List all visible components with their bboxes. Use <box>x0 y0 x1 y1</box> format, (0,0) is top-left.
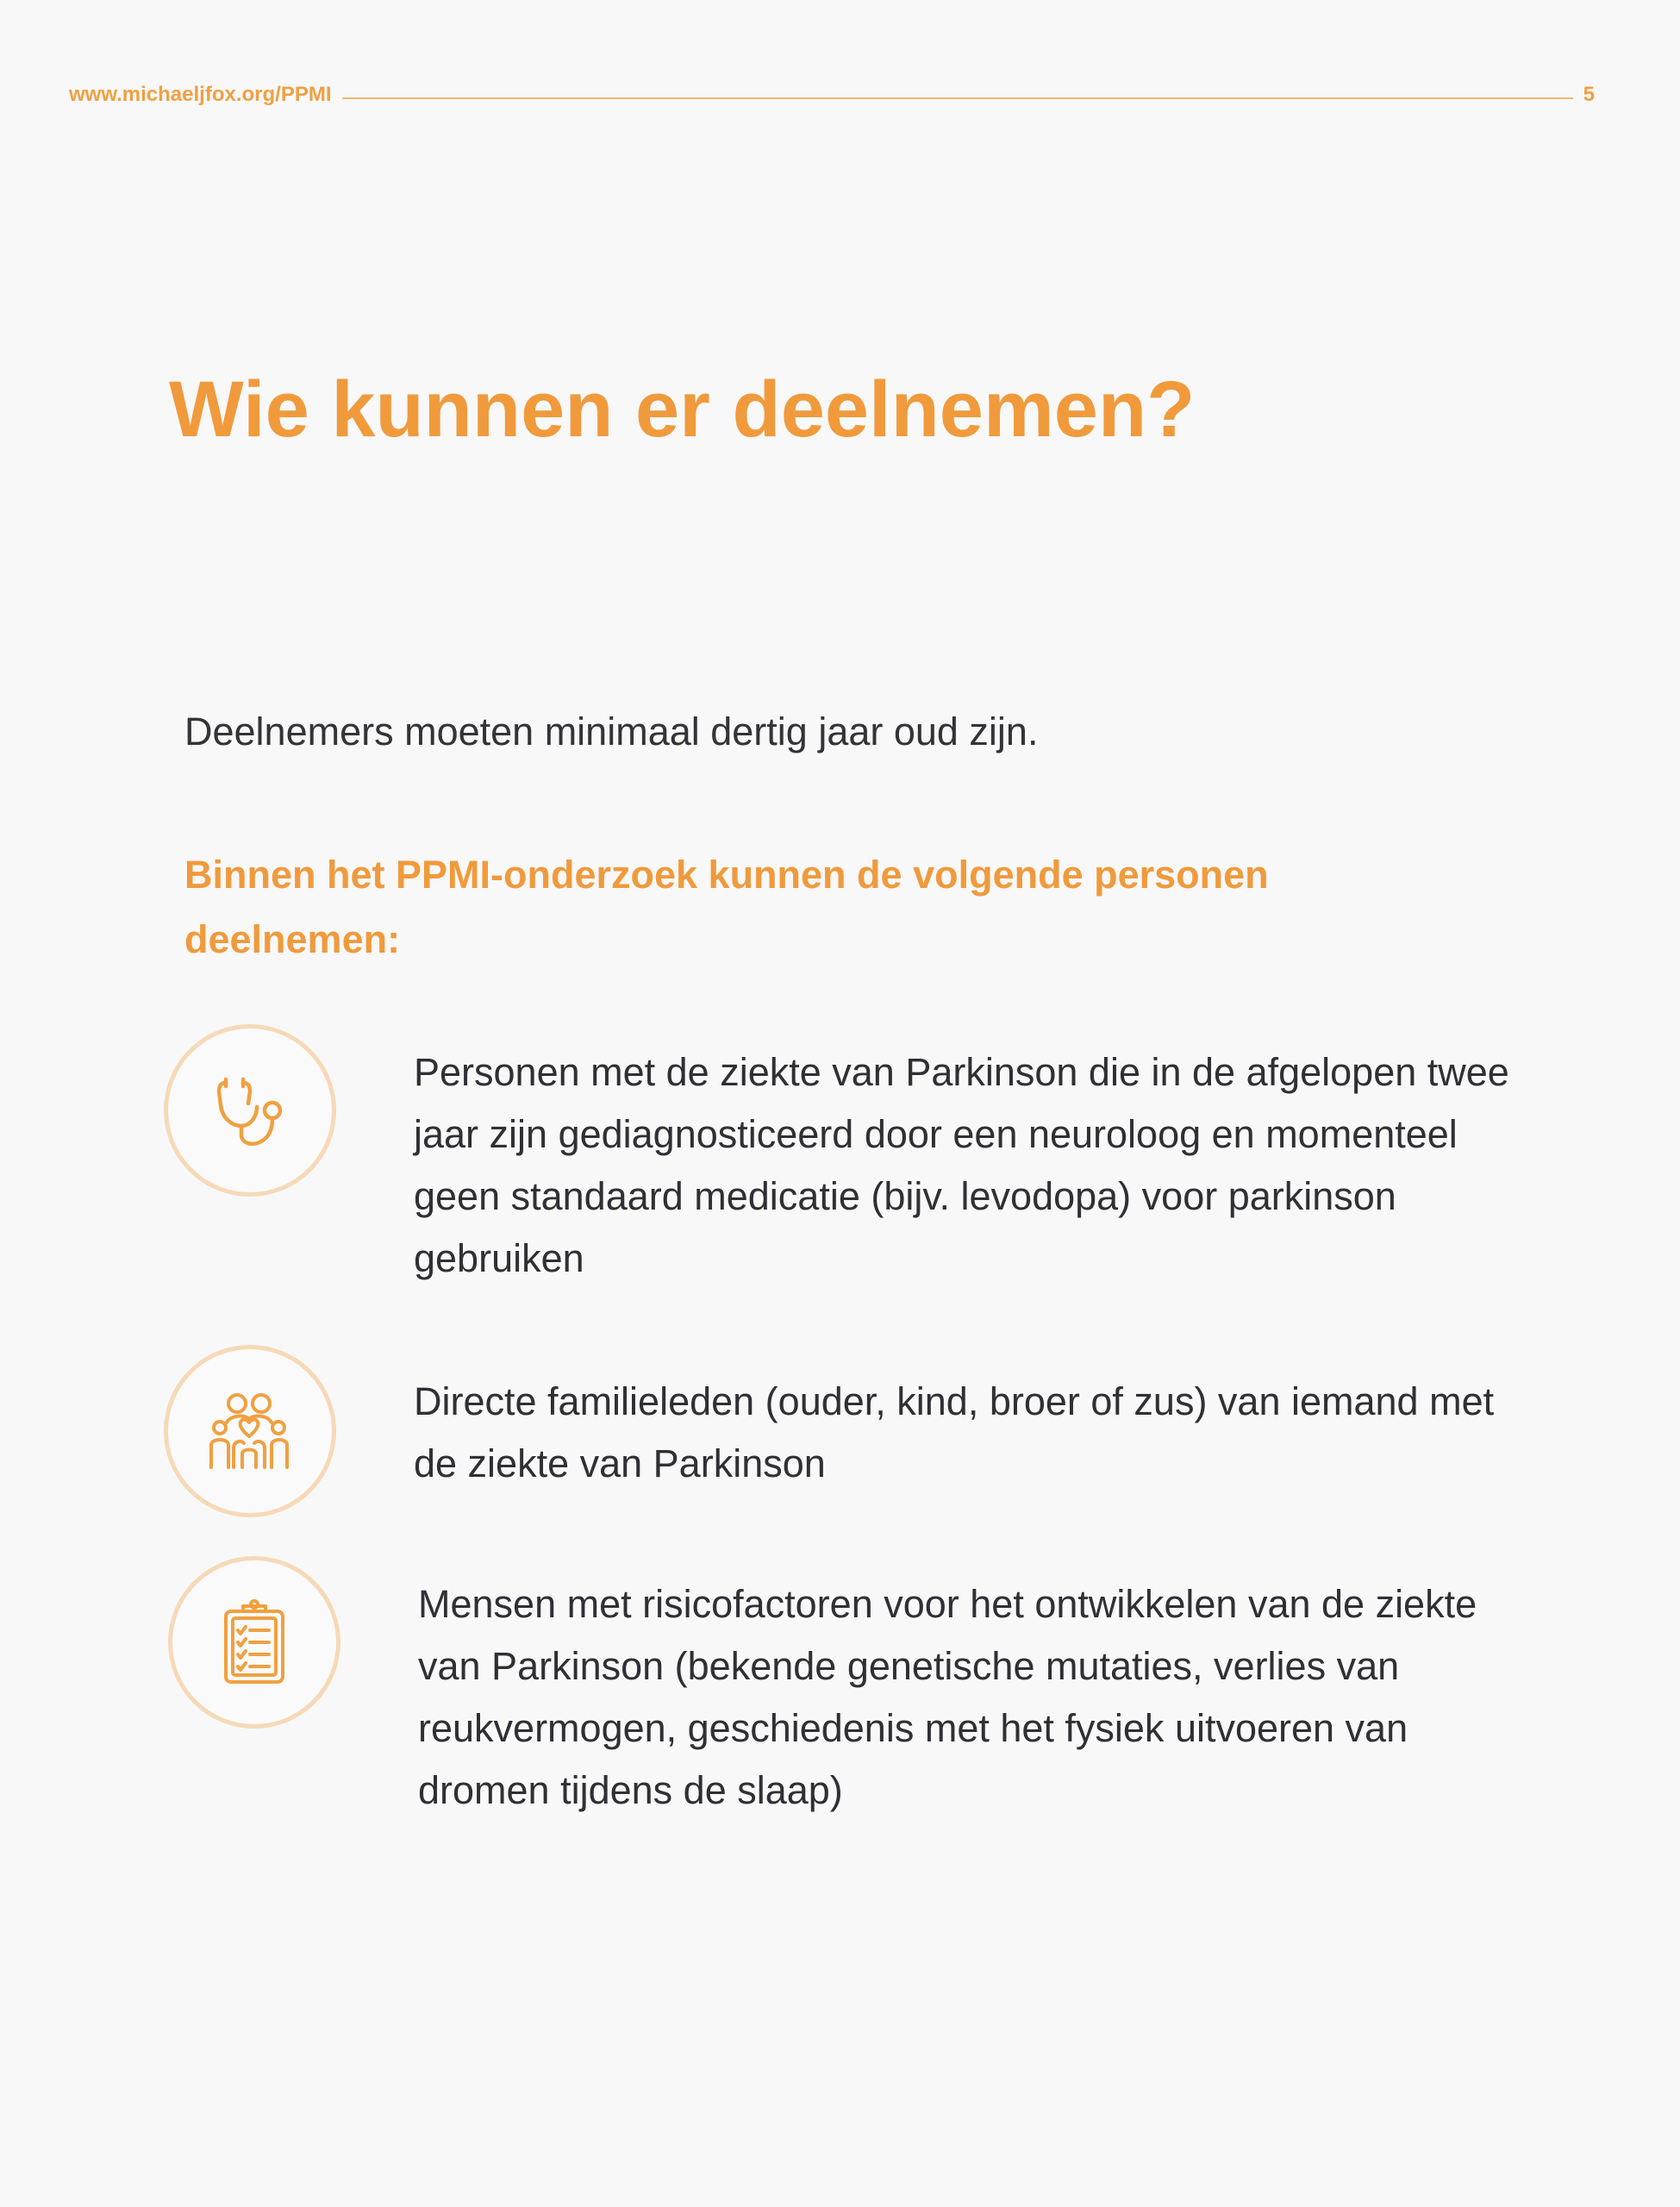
criterion-text: Directe familieleden (ouder, kind, broer of zus) van iemand met de ziekte van Parkinson <box>414 1379 1495 1485</box>
header-divider <box>342 97 1573 99</box>
page-header <box>69 78 1595 112</box>
clipboard-checklist-icon <box>168 1556 340 1729</box>
website-url[interactable]: www.michaeljfox.org/PPMI <box>69 83 332 106</box>
section-subheading: Binnen het PPMI-onderzoek kunnen de volgende personen deelnemen: <box>184 853 1269 961</box>
stethoscope-icon <box>164 1024 336 1197</box>
criterion-text: Personen met de ziekte van Parkinson die in de afgelopen twee jaar zijn gediagnosticeerd door een neuroloog en momenteel geen standaard medicatie (bijv. levodopa) voor parkinson gebruiken <box>414 1050 1509 1280</box>
family-icon <box>164 1345 336 1517</box>
criterion-text: Mensen met risicofactoren voor het ontwikkelen van de ziekte van Parkinson (bekende genetische mutaties, verlies van reukvermogen, geschiedenis met het fysiek uitvoeren van dromen tijdens de slaap) <box>418 1582 1477 1812</box>
page-number: 5 <box>1583 83 1595 106</box>
intro-text: Deelnemers moeten minimaal dertig jaar oud zijn. <box>184 710 1039 753</box>
page-title: Wie kunnen er deelnemen? <box>169 366 1196 453</box>
